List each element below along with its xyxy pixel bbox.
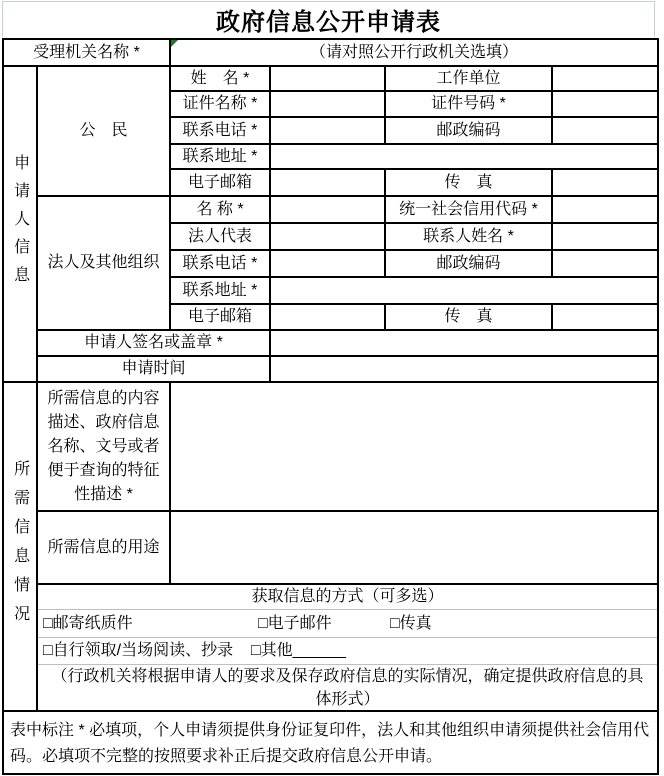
option-mail-checkbox[interactable]: □邮寄纸质件 [43,614,133,632]
option-email-checkbox[interactable]: □电子邮件 [258,614,332,632]
citizen-id-number-input[interactable] [553,92,657,118]
applicant-section-cell [4,67,38,383]
info-description-label: 所需信息的内容描述、政府信息名称、文号或者便于查询的特征性描述 * [38,383,171,512]
signature-input[interactable] [271,331,657,357]
apply-time-label: 申请时间 [38,357,271,383]
method-note: （行政机关将根据申请人的要求及保存政府信息的实际情况，确定提供政府信息的具体形式） [38,665,657,712]
citizen-work-unit-input[interactable] [553,67,657,92]
legal-representative-label: 法人代表 [171,224,271,251]
citizen-name-input[interactable] [271,67,386,92]
legal-email-label: 电子邮箱 [171,305,271,331]
citizen-name-label: 姓 名 * [171,67,271,92]
option-self-pickup-checkbox[interactable]: □自行领取/当场阅读、抄录 [43,642,234,660]
needed-info-section-cell [4,383,38,712]
citizen-postcode-label: 邮政编码 [386,118,553,145]
method-options-row-2 [38,638,657,665]
accepting-org-label: 受理机关名称 * [4,40,171,67]
option-other-checkbox[interactable]: □其他______ [251,642,347,660]
citizen-fax-label: 传 真 [386,170,553,197]
info-purpose-label: 所需信息的用途 [38,512,171,585]
legal-name-label: 名 称 * [171,197,271,224]
option-fax-checkbox[interactable]: □传真 [390,614,432,632]
legal-phone-input[interactable] [271,251,386,278]
signature-label: 申请人签名或盖章 * [38,331,271,357]
citizen-email-input[interactable] [271,170,386,197]
accepting-org-input[interactable] [171,40,657,67]
legal-credit-code-input[interactable] [553,197,657,224]
footnote: 表中标注 * 必填项，个人申请须提供身份证复印件，法人和其他组织申请须提供社会信用代码。必填项不完整的按照要求补正后提交政府信息公开申请。 [10,722,650,765]
citizen-id-number-label: 证件号码 * [386,92,553,118]
info-purpose-input[interactable] [171,512,657,585]
apply-time-input[interactable] [271,357,657,383]
citizen-work-unit-label: 工作单位 [386,67,553,92]
legal-representative-input[interactable] [271,224,386,251]
citizen-id-type-label: 证件名称 * [171,92,271,118]
legal-contact-label: 联系人姓名 * [386,224,553,251]
method-title: 获取信息的方式（可多选） [38,585,657,610]
citizen-phone-label: 联系电话 * [171,118,271,145]
citizen-phone-input[interactable] [271,118,386,145]
citizen-fax-input[interactable] [553,170,657,197]
legal-postcode-input[interactable] [553,251,657,278]
citizen-address-input[interactable] [271,145,657,170]
legal-contact-input[interactable] [553,224,657,251]
citizen-postcode-input[interactable] [553,118,657,145]
citizen-id-type-input[interactable] [271,92,386,118]
legal-group-label: 法人及其他组织 [38,197,171,331]
legal-credit-code-label: 统一社会信用代码 * [386,197,553,224]
needed-info-section-label: 所需信息情况 [11,459,29,634]
citizen-group-label: 公 民 [38,67,171,197]
legal-address-input[interactable] [271,278,657,305]
legal-address-label: 联系地址 * [171,278,271,305]
legal-email-input[interactable] [271,305,386,331]
application-form-table [2,38,659,775]
applicant-section-label: 申请人信息 [11,154,29,294]
page-title: 政府信息公开申请表 [2,1,655,37]
accepting-org-hint: （请对照公开行政机关选填） [309,43,518,61]
legal-postcode-label: 邮政编码 [386,251,553,278]
legal-fax-input[interactable] [553,305,657,331]
legal-name-input[interactable] [271,197,386,224]
method-options-row-1 [38,610,657,638]
info-description-input[interactable] [171,383,657,512]
legal-fax-label: 传 真 [386,305,553,331]
legal-phone-label: 联系电话 * [171,251,271,278]
citizen-email-label: 电子邮箱 [171,170,271,197]
excel-comment-marker-icon [171,40,178,47]
citizen-address-label: 联系地址 * [171,145,271,170]
